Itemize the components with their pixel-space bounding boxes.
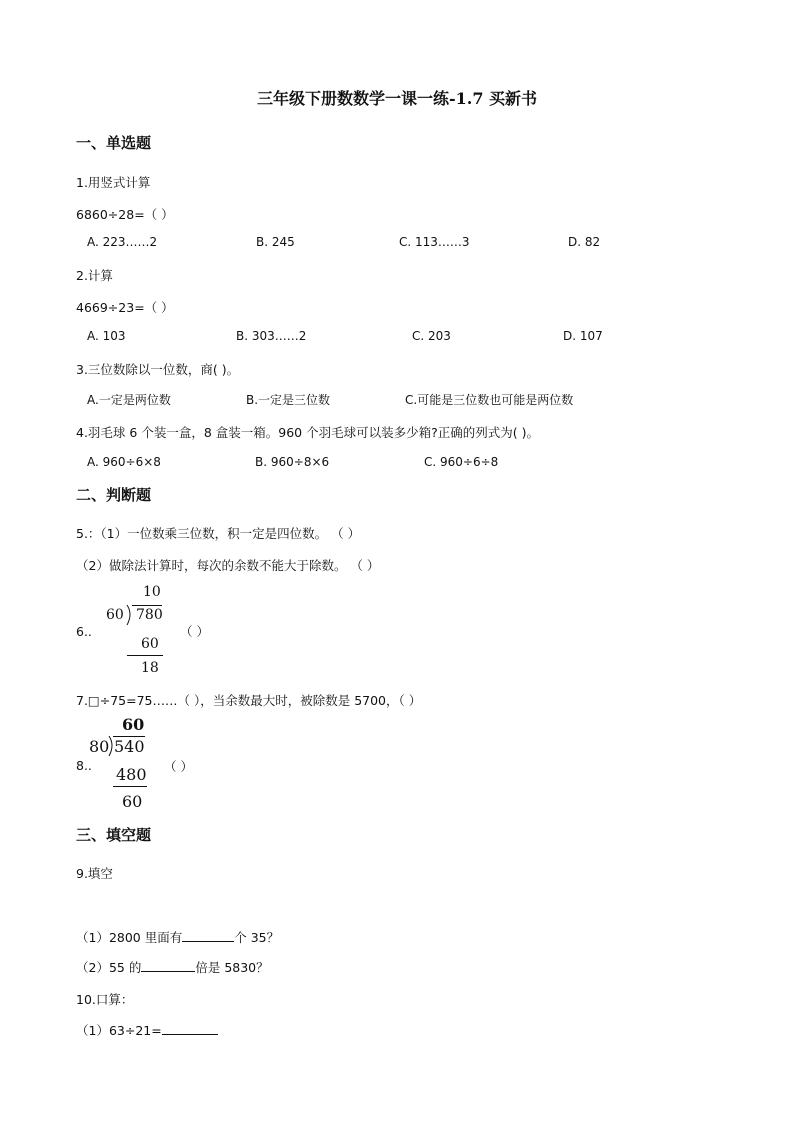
question-3-option-c: C.可能是三位数也可能是两位数: [405, 393, 574, 407]
question-3-option-a: A.一定是两位数: [87, 393, 171, 407]
question-1-option-d: D. 82: [568, 235, 601, 249]
question-2-stem: 2.计算: [76, 268, 113, 283]
question-5-part-2: （2）做除法计算时，每次的余数不能大于除数。 （ ）: [76, 558, 380, 573]
page-title: 三年级下册数数学一课一练-1.7 买新书: [256, 89, 538, 108]
question-6-subtraction-line: [127, 655, 163, 656]
question-9-stem: 9.填空: [76, 866, 113, 881]
question-6-dividend: 780: [136, 607, 163, 623]
question-9-part-2-suffix: 倍是 5830？: [195, 960, 269, 975]
question-1-option-b: B. 245: [256, 235, 295, 249]
question-4-stem: 4.羽毛球 6 个装一盒，8 盒装一箱。960 个羽毛球可以装多少箱?正确的列式为( )。: [76, 425, 539, 440]
question-8-dividend: 540: [114, 737, 145, 756]
question-9-part-1-blank[interactable]: [182, 941, 234, 942]
section-heading-single-choice: 一、单选题: [76, 134, 152, 152]
question-9-part-1: [76, 928, 279, 946]
question-10-part-1-prefix: （1）63÷21=: [76, 1023, 162, 1038]
question-9-part-1-suffix: 个 35？: [234, 930, 280, 945]
question-3-stem: 3.三位数除以一位数，商( )。: [76, 362, 240, 377]
question-8-remainder: 60: [122, 792, 143, 811]
question-8-product: 480: [116, 765, 147, 784]
question-1-option-a: A. 223……2: [87, 235, 158, 249]
question-10-stem: 10.口算：: [76, 992, 134, 1007]
question-8-answer-paren: （ ）: [164, 759, 193, 774]
question-2-option-d: D. 107: [563, 329, 603, 343]
question-9-part-2: [76, 958, 269, 976]
question-10-part-1-blank[interactable]: [162, 1034, 218, 1035]
question-3-option-b: B.一定是三位数: [246, 393, 331, 407]
question-8-quotient: 60: [122, 715, 145, 734]
question-2-expression: 4669÷23=（ ）: [76, 300, 174, 315]
question-6-divisor: 60: [106, 607, 124, 623]
question-2-option-c: C. 203: [412, 329, 451, 343]
question-1-option-c: C. 113……3: [399, 235, 470, 249]
section-heading-fill-in: 三、填空题: [76, 826, 152, 844]
question-5-part-1: 5.：（1）一位数乘三位数，积一定是四位数。 （ ）: [76, 526, 361, 541]
question-6-quotient: 10: [143, 584, 161, 600]
question-4-option-b: B. 960÷8×6: [255, 455, 330, 469]
question-7-text: 7.□÷75=75……（ ），当余数最大时，被除数是 5700，（ ）: [76, 693, 422, 708]
question-1-stem: 1.用竖式计算: [76, 175, 151, 190]
question-4-option-c: C. 960÷6÷8: [424, 455, 499, 469]
question-1-expression: 6860÷28=（ ）: [76, 207, 174, 222]
question-8-label: 8..: [76, 758, 92, 773]
question-2-option-a: A. 103: [87, 329, 126, 343]
question-6-label: 6..: [76, 624, 92, 639]
question-2-option-b: B. 303……2: [236, 329, 307, 343]
question-6-division-bracket: [126, 604, 134, 626]
question-6-division-bar: [132, 605, 162, 606]
question-6-product: 60: [141, 636, 159, 652]
question-4-option-a: A. 960÷6×8: [87, 455, 161, 469]
question-10-part-1: [76, 1021, 218, 1039]
question-6-answer-paren: （ ）: [180, 624, 209, 639]
question-9-part-2-blank[interactable]: [141, 971, 195, 972]
question-8-subtraction-line: [113, 786, 147, 787]
section-heading-true-false: 二、判断题: [76, 486, 152, 504]
question-9-part-1-prefix: （1）2800 里面有: [76, 930, 183, 945]
question-8-divisor: 80: [89, 737, 110, 756]
question-6-remainder: 18: [141, 660, 159, 676]
question-9-part-2-prefix: （2）55 的: [76, 960, 142, 975]
